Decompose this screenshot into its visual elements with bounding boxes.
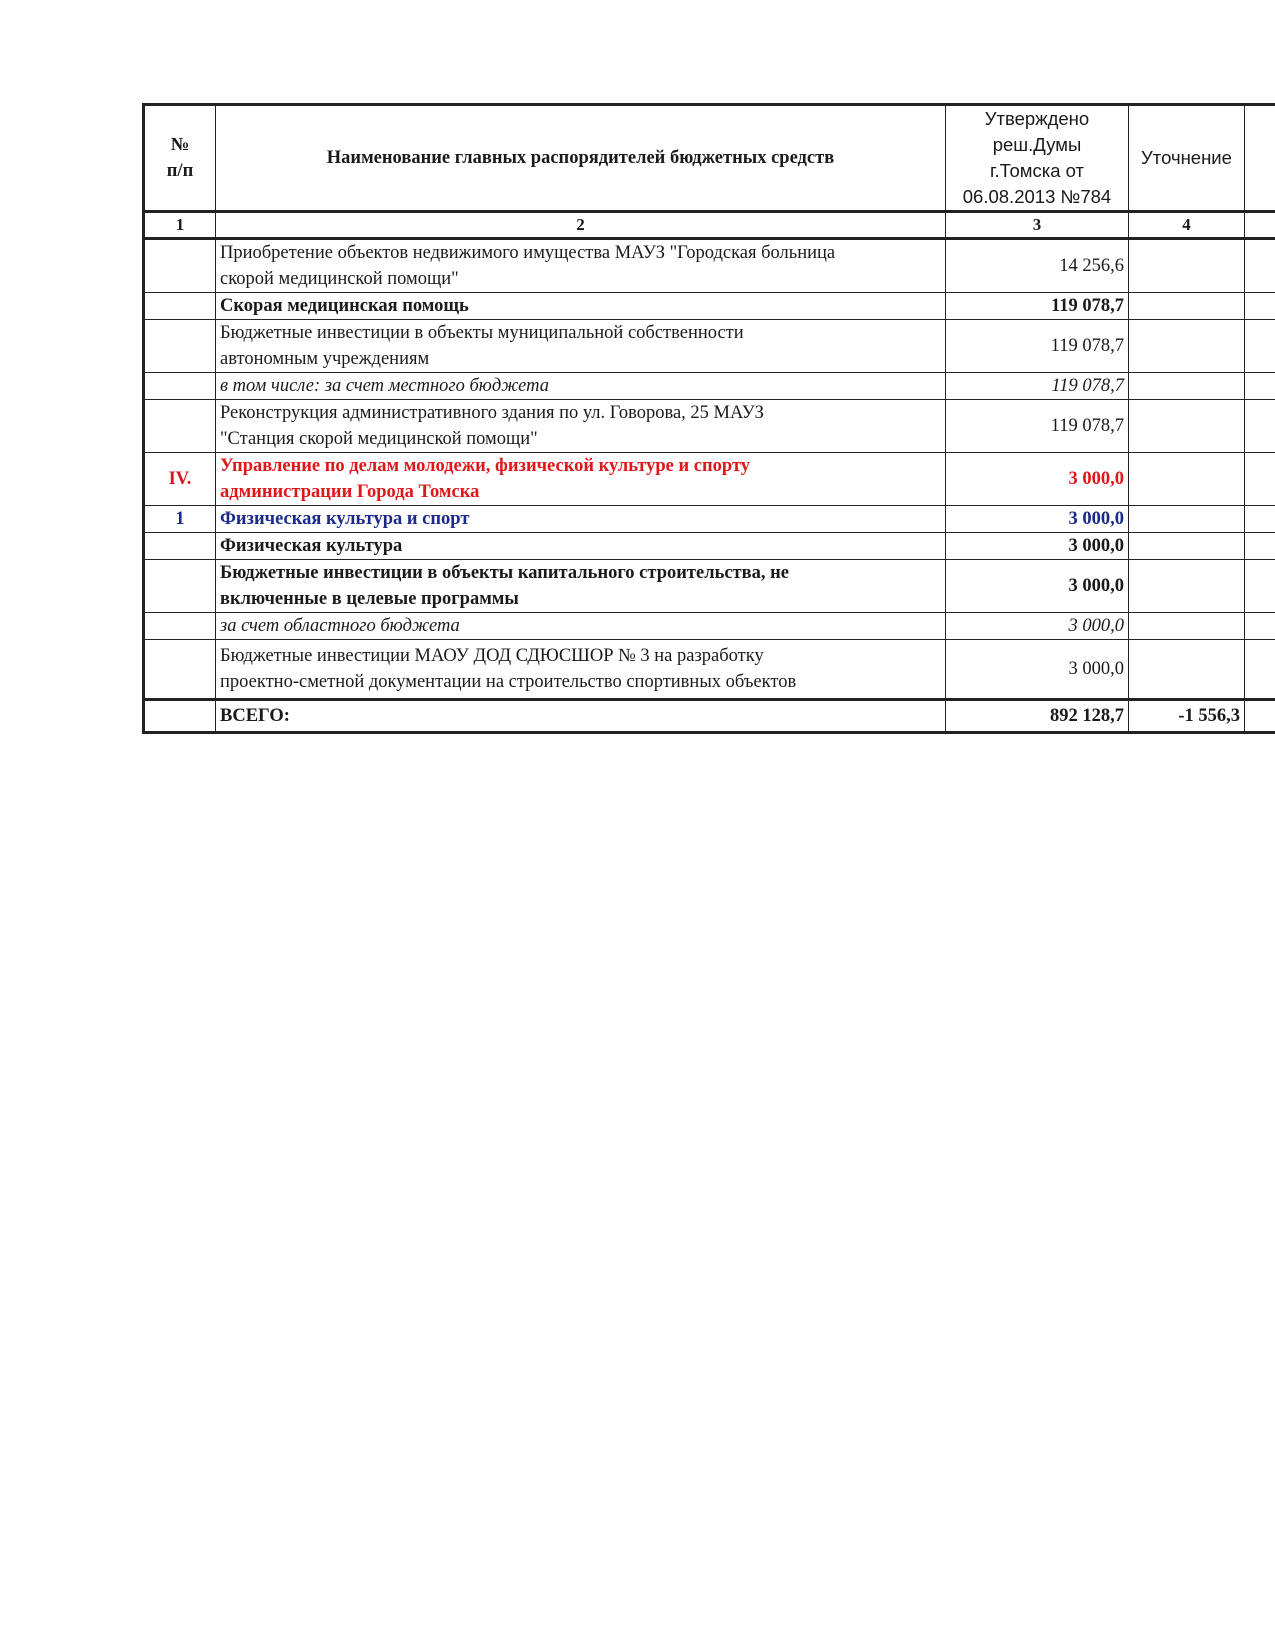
row-next <box>1245 373 1275 400</box>
row-number <box>144 640 216 700</box>
row-name-line1: Реконструкция административного здания по ул. Говорова, 25 МАУЗ <box>220 403 764 423</box>
row-clarification <box>1129 239 1245 293</box>
header-approved-line2: реш.Думы <box>992 134 1082 155</box>
row-clarification <box>1129 293 1245 320</box>
row-number <box>144 293 216 320</box>
total-row <box>144 700 1275 733</box>
table-row <box>144 613 1275 640</box>
column-number-3: 3 <box>946 212 1129 239</box>
row-approved: 119 078,7 <box>946 373 1129 400</box>
row-clarification <box>1129 640 1245 700</box>
table-row <box>144 506 1275 533</box>
row-next <box>1245 560 1275 613</box>
table-row <box>144 400 1275 453</box>
row-name-line2: автономным учреждениям <box>220 349 430 369</box>
header-approved-line3: г.Томска от <box>989 160 1085 181</box>
table-row <box>144 293 1275 320</box>
total-label: ВСЕГО: <box>216 700 946 733</box>
row-number <box>144 613 216 640</box>
row-next <box>1245 293 1275 320</box>
table-row <box>144 533 1275 560</box>
row-name <box>216 560 946 613</box>
column-number-4: 4 <box>1129 212 1245 239</box>
header-approved-line4: 06.08.2013 №784 <box>962 186 1112 207</box>
row-approved: 119 078,7 <box>946 400 1129 453</box>
row-name-line2: включенные в целевые программы <box>220 589 519 609</box>
row-approved: 3 000,0 <box>946 506 1129 533</box>
row-approved: 3 000,0 <box>946 533 1129 560</box>
table-row <box>144 640 1275 700</box>
row-approved: 119 078,7 <box>946 293 1129 320</box>
table-row <box>144 560 1275 613</box>
row-next <box>1245 400 1275 453</box>
row-name: Физическая культура <box>216 533 946 560</box>
row-name <box>216 640 946 700</box>
total-next <box>1245 700 1275 733</box>
header-next-column <box>1245 105 1275 212</box>
row-approved: 14 256,6 <box>946 239 1129 293</box>
row-name: в том числе: за счет местного бюджета <box>216 373 946 400</box>
header-number <box>144 105 216 212</box>
row-number <box>144 560 216 613</box>
row-approved: 3 000,0 <box>946 613 1129 640</box>
row-name: Скорая медицинская помощь <box>216 293 946 320</box>
row-next <box>1245 320 1275 373</box>
row-name <box>216 400 946 453</box>
row-name-line1: Бюджетные инвестиции МАОУ ДОД СДЮСШОР № 3 на разработку <box>220 646 764 666</box>
row-name <box>216 320 946 373</box>
header-approved <box>946 105 1129 212</box>
row-clarification <box>1129 400 1245 453</box>
row-next <box>1245 239 1275 293</box>
row-clarification <box>1129 320 1245 373</box>
row-name: за счет областного бюджета <box>216 613 946 640</box>
total-approved: 892 128,7 <box>946 700 1129 733</box>
table-row <box>144 320 1275 373</box>
table-row <box>144 453 1275 506</box>
row-name-line1: Управление по делам молодежи, физической культуре и спорту <box>220 456 751 476</box>
row-number <box>144 400 216 453</box>
row-next <box>1245 613 1275 640</box>
row-name-line1: Бюджетные инвестиции в объекты муниципальной собственности <box>220 323 744 343</box>
row-name <box>216 239 946 293</box>
row-number: IV. <box>144 453 216 506</box>
table-row <box>144 373 1275 400</box>
row-clarification <box>1129 506 1245 533</box>
row-clarification <box>1129 533 1245 560</box>
total-number <box>144 700 216 733</box>
row-name <box>216 453 946 506</box>
row-name-line1: Бюджетные инвестиции в объекты капитального строительства, не <box>220 563 790 583</box>
table-row <box>144 239 1275 293</box>
header-number-line1: № <box>170 135 190 155</box>
row-clarification <box>1129 560 1245 613</box>
row-clarification <box>1129 453 1245 506</box>
column-number-5 <box>1245 212 1275 239</box>
budget-table <box>142 103 1275 734</box>
row-approved: 3 000,0 <box>946 640 1129 700</box>
header-approved-line1: Утверждено <box>984 108 1090 129</box>
row-name-line2: администрации Города Томска <box>220 482 480 502</box>
row-name-line1: Приобретение объектов недвижимого имущества МАУЗ "Городская больница <box>220 243 836 263</box>
header-number-line2: п/п <box>166 161 194 181</box>
row-number <box>144 320 216 373</box>
row-number <box>144 373 216 400</box>
row-name-line2: "Станция скорой медицинской помощи" <box>220 429 538 449</box>
row-name: Физическая культура и спорт <box>216 506 946 533</box>
row-number <box>144 533 216 560</box>
row-next <box>1245 640 1275 700</box>
header-clarification: Уточнение <box>1129 105 1245 212</box>
row-next <box>1245 453 1275 506</box>
row-approved: 3 000,0 <box>946 560 1129 613</box>
row-name-line2: скорой медицинской помощи" <box>220 269 459 289</box>
header-name: Наименование главных распорядителей бюджетных средств <box>216 105 946 212</box>
row-next <box>1245 506 1275 533</box>
row-clarification <box>1129 373 1245 400</box>
column-number-1: 1 <box>144 212 216 239</box>
column-numbers-row <box>144 212 1275 239</box>
row-number: 1 <box>144 506 216 533</box>
table-header-row <box>144 105 1275 212</box>
row-next <box>1245 533 1275 560</box>
row-approved: 119 078,7 <box>946 320 1129 373</box>
column-number-2: 2 <box>216 212 946 239</box>
row-approved: 3 000,0 <box>946 453 1129 506</box>
total-clarification: -1 556,3 <box>1129 700 1245 733</box>
row-number <box>144 239 216 293</box>
row-name-line2: проектно-сметной документации на строительство спортивных объектов <box>220 672 797 692</box>
row-clarification <box>1129 613 1245 640</box>
